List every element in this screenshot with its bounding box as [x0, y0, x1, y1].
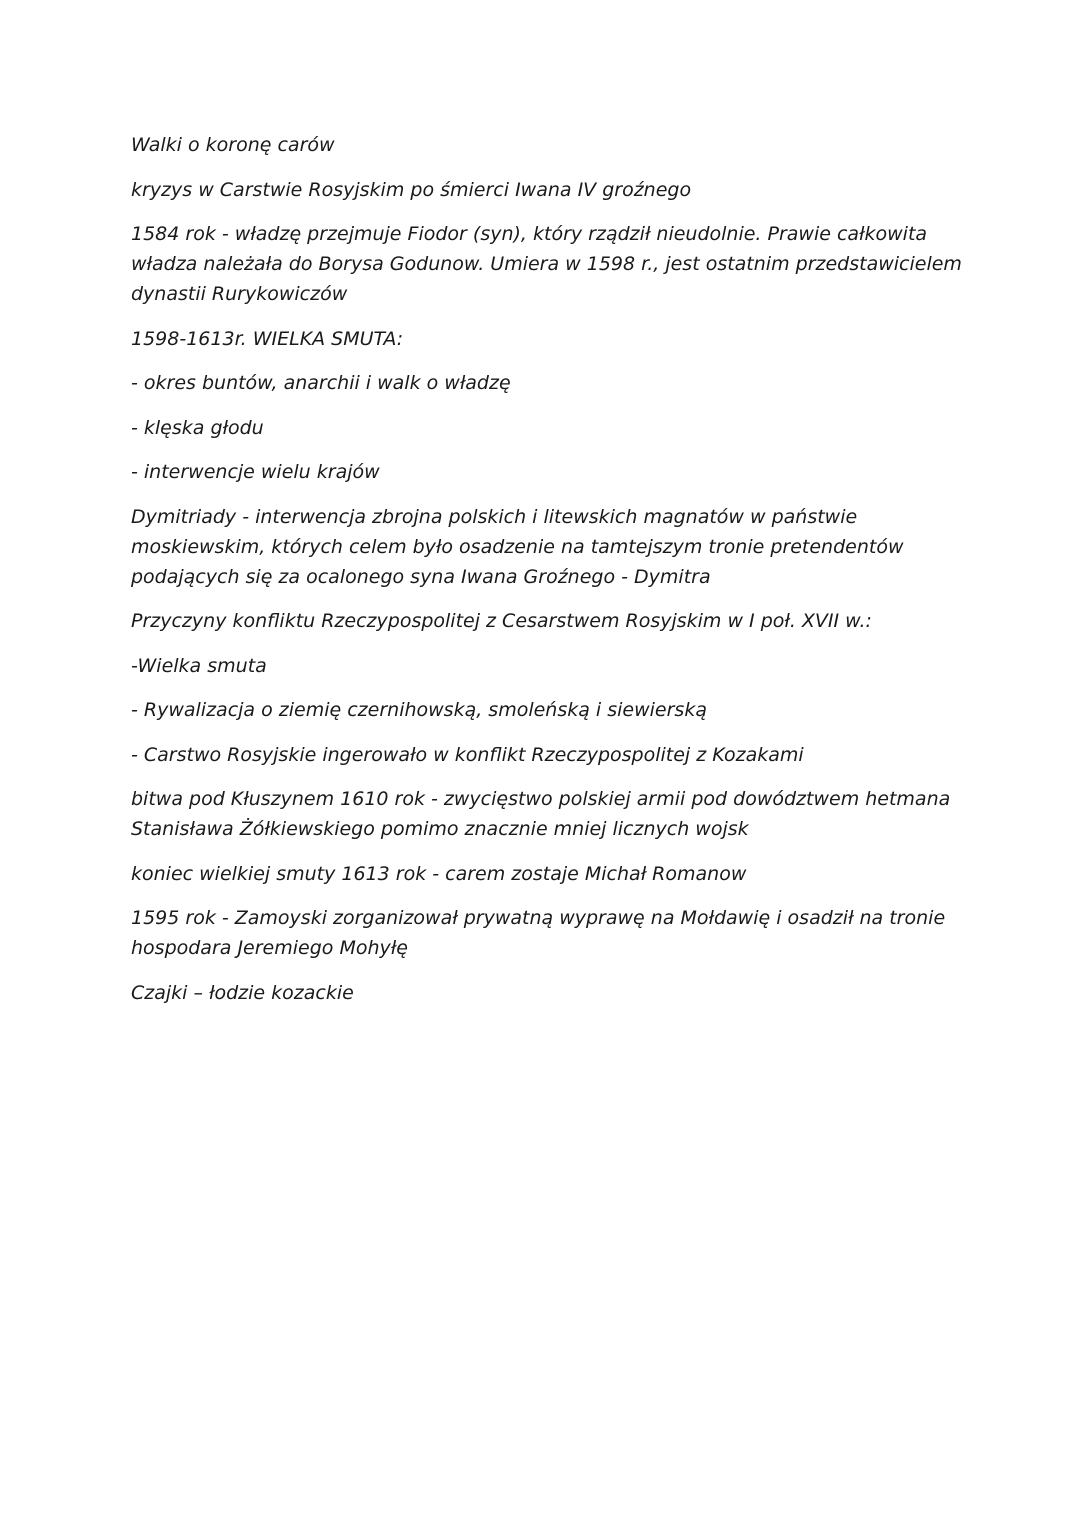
text-paragraph: [131, 502, 961, 592]
text-line: - Rywalizacja o ziemię czernihowską, smoleńską i siewierską: [131, 699, 707, 721]
text-line: Czajki – łodzie kozackie: [131, 981, 354, 1004]
text-line: - interwencje wielu krajów: [131, 461, 380, 483]
text-line: 1584 rok - władzę przejmuje Fiodor (syn), który rządził nieudolnie. Prawie całkowita: [131, 223, 928, 245]
text-line: - okres buntów, anarchii i walk o władzę: [131, 372, 511, 394]
text-line: 1598-1613r. WIELKA SMUTA:: [131, 327, 404, 350]
text-paragraph: [131, 130, 961, 160]
text-line: władza należała do Borysa Godunow. Umiera w 1598 r., jest ostatnim przedstawicielem: [131, 253, 962, 275]
text-line: Stanisława Żółkiewskiego pomimo znacznie mniej licznych wojsk: [131, 818, 749, 840]
text-paragraph: [131, 606, 961, 636]
text-paragraph: [131, 695, 961, 725]
text-paragraph: [131, 219, 961, 309]
text-line: dynastii Rurykowiczów: [131, 283, 348, 305]
text-line: Walki o koronę carów: [131, 134, 335, 156]
text-paragraph: [131, 740, 961, 770]
text-line: - klęska głodu: [131, 416, 264, 439]
text-line: podających się za ocalonego syna Iwana Groźnego - Dymitra: [131, 565, 711, 588]
text-paragraph: [131, 175, 961, 205]
text-line: 1595 rok - Zamoyski zorganizował prywatną wyprawę na Mołdawię i osadził na tronie: [131, 907, 946, 929]
text-paragraph: [131, 368, 961, 398]
text-line: koniec wielkiej smuty 1613 rok - carem zostaje Michał Romanow: [131, 862, 747, 885]
document-body: [131, 130, 961, 1022]
text-line: -Wielka smuta: [131, 654, 267, 677]
text-line: - Carstwo Rosyjskie ingerowało w konflikt Rzeczypospolitej z Kozakami: [131, 743, 804, 766]
text-paragraph: [131, 903, 961, 963]
text-line: bitwa pod Kłuszynem 1610 rok - zwycięstwo polskiej armii pod dowództwem hetmana: [131, 788, 951, 810]
text-paragraph: [131, 457, 961, 487]
text-line: hospodara Jeremiego Mohyłę: [131, 937, 408, 959]
text-paragraph: [131, 324, 961, 354]
text-line: Przyczyny konfliktu Rzeczypospolitej z Cesarstwem Rosyjskim w I poł. XVII w.:: [131, 610, 872, 632]
text-paragraph: [131, 784, 961, 844]
text-paragraph: [131, 413, 961, 443]
text-paragraph: [131, 978, 961, 1008]
text-line: moskiewskim, których celem było osadzenie na tamtejszym tronie pretendentów: [131, 535, 904, 558]
text-paragraph: [131, 859, 961, 889]
text-paragraph: [131, 651, 961, 681]
text-line: kryzys w Carstwie Rosyjskim po śmierci Iwana IV groźnego: [131, 178, 692, 201]
text-line: Dymitriady - interwencja zbrojna polskich i litewskich magnatów w państwie: [131, 505, 858, 528]
